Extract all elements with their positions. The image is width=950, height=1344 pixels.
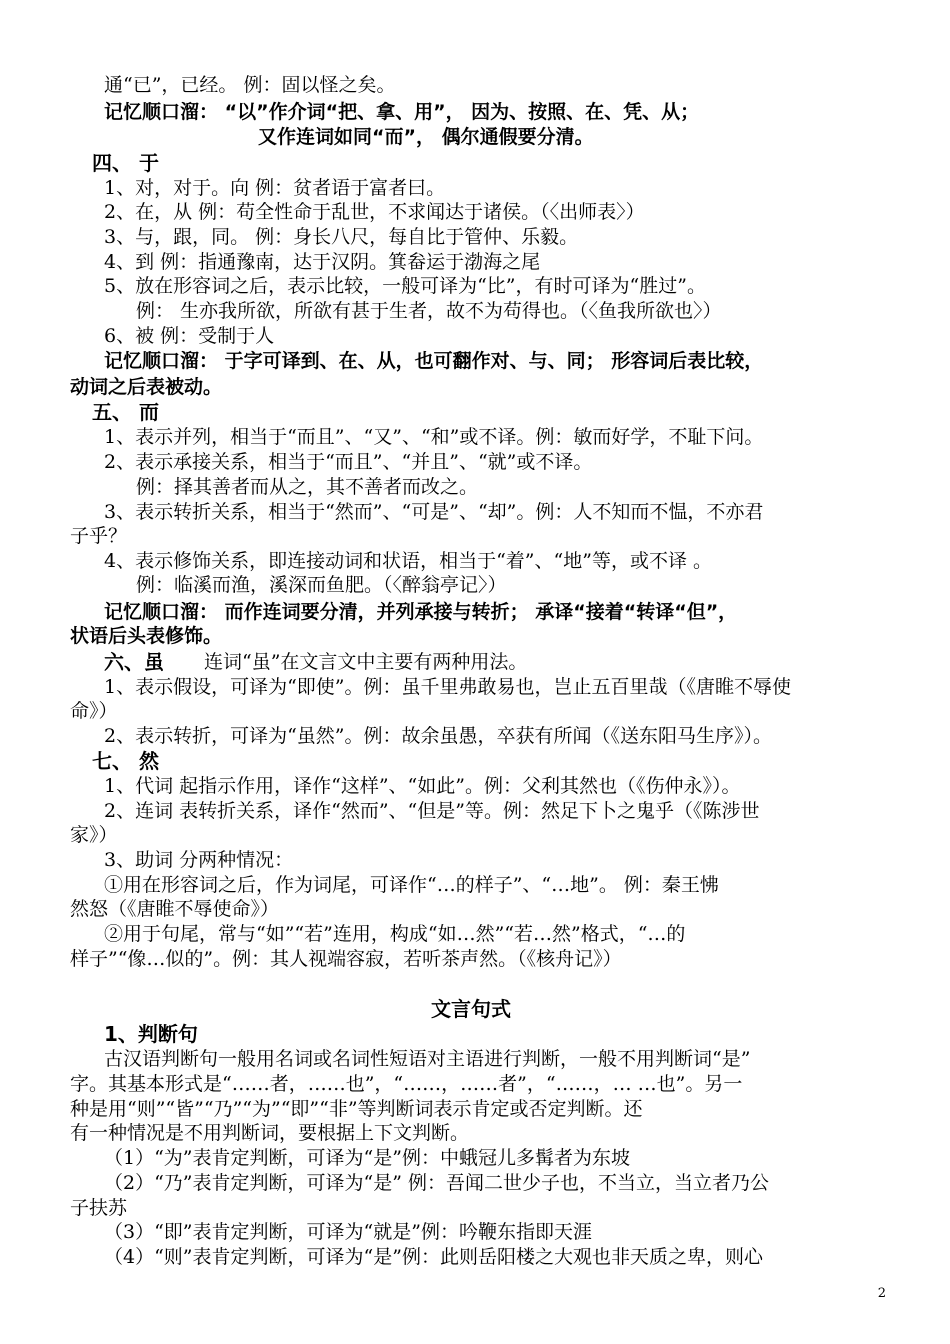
mnemonic-line: 状语后头表修饰。: [70, 625, 223, 647]
text-line: 2、在，从 例：苟全性命于乱世，不求闻达于诸侯。（〈出师表〉）: [104, 201, 645, 223]
example-line: 例： 生亦我所欲，所欲有甚于生者，故不为苟得也。（〈鱼我所欲也〉）: [136, 300, 722, 322]
section-heading: 五、 而: [92, 400, 159, 424]
mnemonic-line: 又作连词如同“而”， 偶尔通假要分清。: [258, 126, 594, 148]
section-heading: 七、 然: [92, 749, 159, 773]
text-line: 1、表示并列，相当于“而且”、“又”、“和”或不译。例：敏而好学，不耻下问。: [104, 426, 764, 448]
text-line: 家》）: [70, 824, 118, 846]
text-line: 4、表示修饰关系，即连接动词和状语，相当于“着”、“地”等，或不译 。: [104, 550, 712, 572]
text-line: 然怒（《唐睢不辱使命》）: [70, 898, 280, 920]
text-line: 通“已”，已经。 例：固以怪之矣。: [104, 74, 396, 96]
text-line: 连词“虽”在文言文中主要有两种用法。: [204, 651, 528, 673]
text-line: （3）“即”表肯定判断，可译为“就是”例：吟鞭东指即天涯: [104, 1221, 592, 1243]
text-line: 子扶苏: [70, 1197, 128, 1219]
text-line: 6、被 例：受制于人: [104, 325, 275, 347]
text-line: 3、助词 分两种情况：: [104, 849, 294, 871]
mnemonic-line: 记忆顺口溜： 而作连词要分清，并列承接与转折； 承译“接着“转译“但”，: [104, 601, 738, 623]
example-line: 例：择其善者而从之，其不善者而改之。: [136, 476, 479, 498]
text-line: （4）“则”表肯定判断，可译为“是”例：此则岳阳楼之大观也非天质之卑，则心: [104, 1246, 763, 1268]
text-line: 子乎？: [70, 525, 128, 547]
text-line: 2、连词 表转折关系，译作“然而”、“但是”等。例：然足下卜之鬼乎（《陈涉世: [104, 800, 760, 822]
text-line: 字。其基本形式是“……者，……也”，“……，……者”，“……，… …也”。另一: [70, 1073, 743, 1095]
section-heading: 六、虽: [104, 650, 164, 674]
example-line: 例：临溪而渔，溪深而鱼肥。（〈醉翁亭记〉）: [136, 574, 507, 596]
text-line: 有一种情况是不用判断词，要根据上下文判断。: [70, 1122, 470, 1144]
text-line: 古汉语判断句一般用名词或名词性短语对主语进行判断，一般不用判断词“是”: [104, 1048, 751, 1070]
page-number: 2: [877, 1286, 886, 1301]
text-line: 1、代词 起指示作用，译作“这样”、“如此”。例：父利其然也（《伤仲永》）。: [104, 775, 741, 797]
text-line: 5、放在形容词之后，表示比较，一般可译为“比”，有时可译为“胜过”。: [104, 275, 706, 297]
text-line: 2、表示转折，可译为“虽然”。例：故余虽愚，卒获有所闻（《送东阳马生序》）。: [104, 725, 773, 747]
page-title: 文言句式: [431, 997, 511, 1021]
text-line: （1）“为”表肯定判断，可译为“是”例：中蛾冠儿多髯者为东坡: [104, 1147, 630, 1169]
text-line: ①用在形容词之后，作为词尾，可译作“…的样子”、“…地”。 例：秦王怫: [104, 874, 719, 896]
text-line: 3、与，跟，同。 例：身长八尺，每自比于管仲、乐毅。: [104, 226, 579, 248]
text-line: ②用于句尾，常与“如”“若”连用，构成“如…然”“若…然”格式，“…的: [104, 923, 686, 945]
text-line: 样子”“像…似的”。例：其人视端容寂，若听茶声然。（《核舟记》）: [70, 948, 622, 970]
mnemonic-line: 记忆顺口溜： “以”作介词“把、拿、用”， 因为、按照、在、凭、从；: [104, 101, 700, 123]
text-line: 1、表示假设，可译为“即使”。例：虽千里弗敢易也，岂止五百里哉（《唐睢不辱使: [104, 676, 792, 698]
text-line: 4、到 例：指通豫南，达于汉阴。箕畚运于渤海之尾: [104, 251, 541, 273]
text-line: 3、表示转折关系，相当于“然而”、“可是”、“却”。例：人不知而不愠，不亦君: [104, 501, 764, 523]
mnemonic-line: 动词之后表被动。: [70, 376, 223, 398]
section-heading: 四、 于: [92, 151, 159, 175]
text-line: 命》）: [70, 700, 118, 722]
text-line: （2）“乃”表肯定判断，可译为“是” 例：吾闻二世少子也，不当立，当立者乃公: [104, 1172, 769, 1194]
text-line: 1、对，对于。向 例：贫者语于富者曰。: [104, 177, 446, 199]
mnemonic-line: 记忆顺口溜： 于字可译到、在、从，也可翻作对、与、同； 形容词后表比较，: [104, 350, 764, 372]
subsection-heading: 1、判断句: [104, 1022, 198, 1046]
text-line: 2、表示承接关系，相当于“而且”、“并且”、“就”或不译。: [104, 451, 593, 473]
text-line: 种是用“则”“皆”“乃”“为”“即”“非”等判断词表示肯定或否定判断。还: [70, 1098, 643, 1120]
